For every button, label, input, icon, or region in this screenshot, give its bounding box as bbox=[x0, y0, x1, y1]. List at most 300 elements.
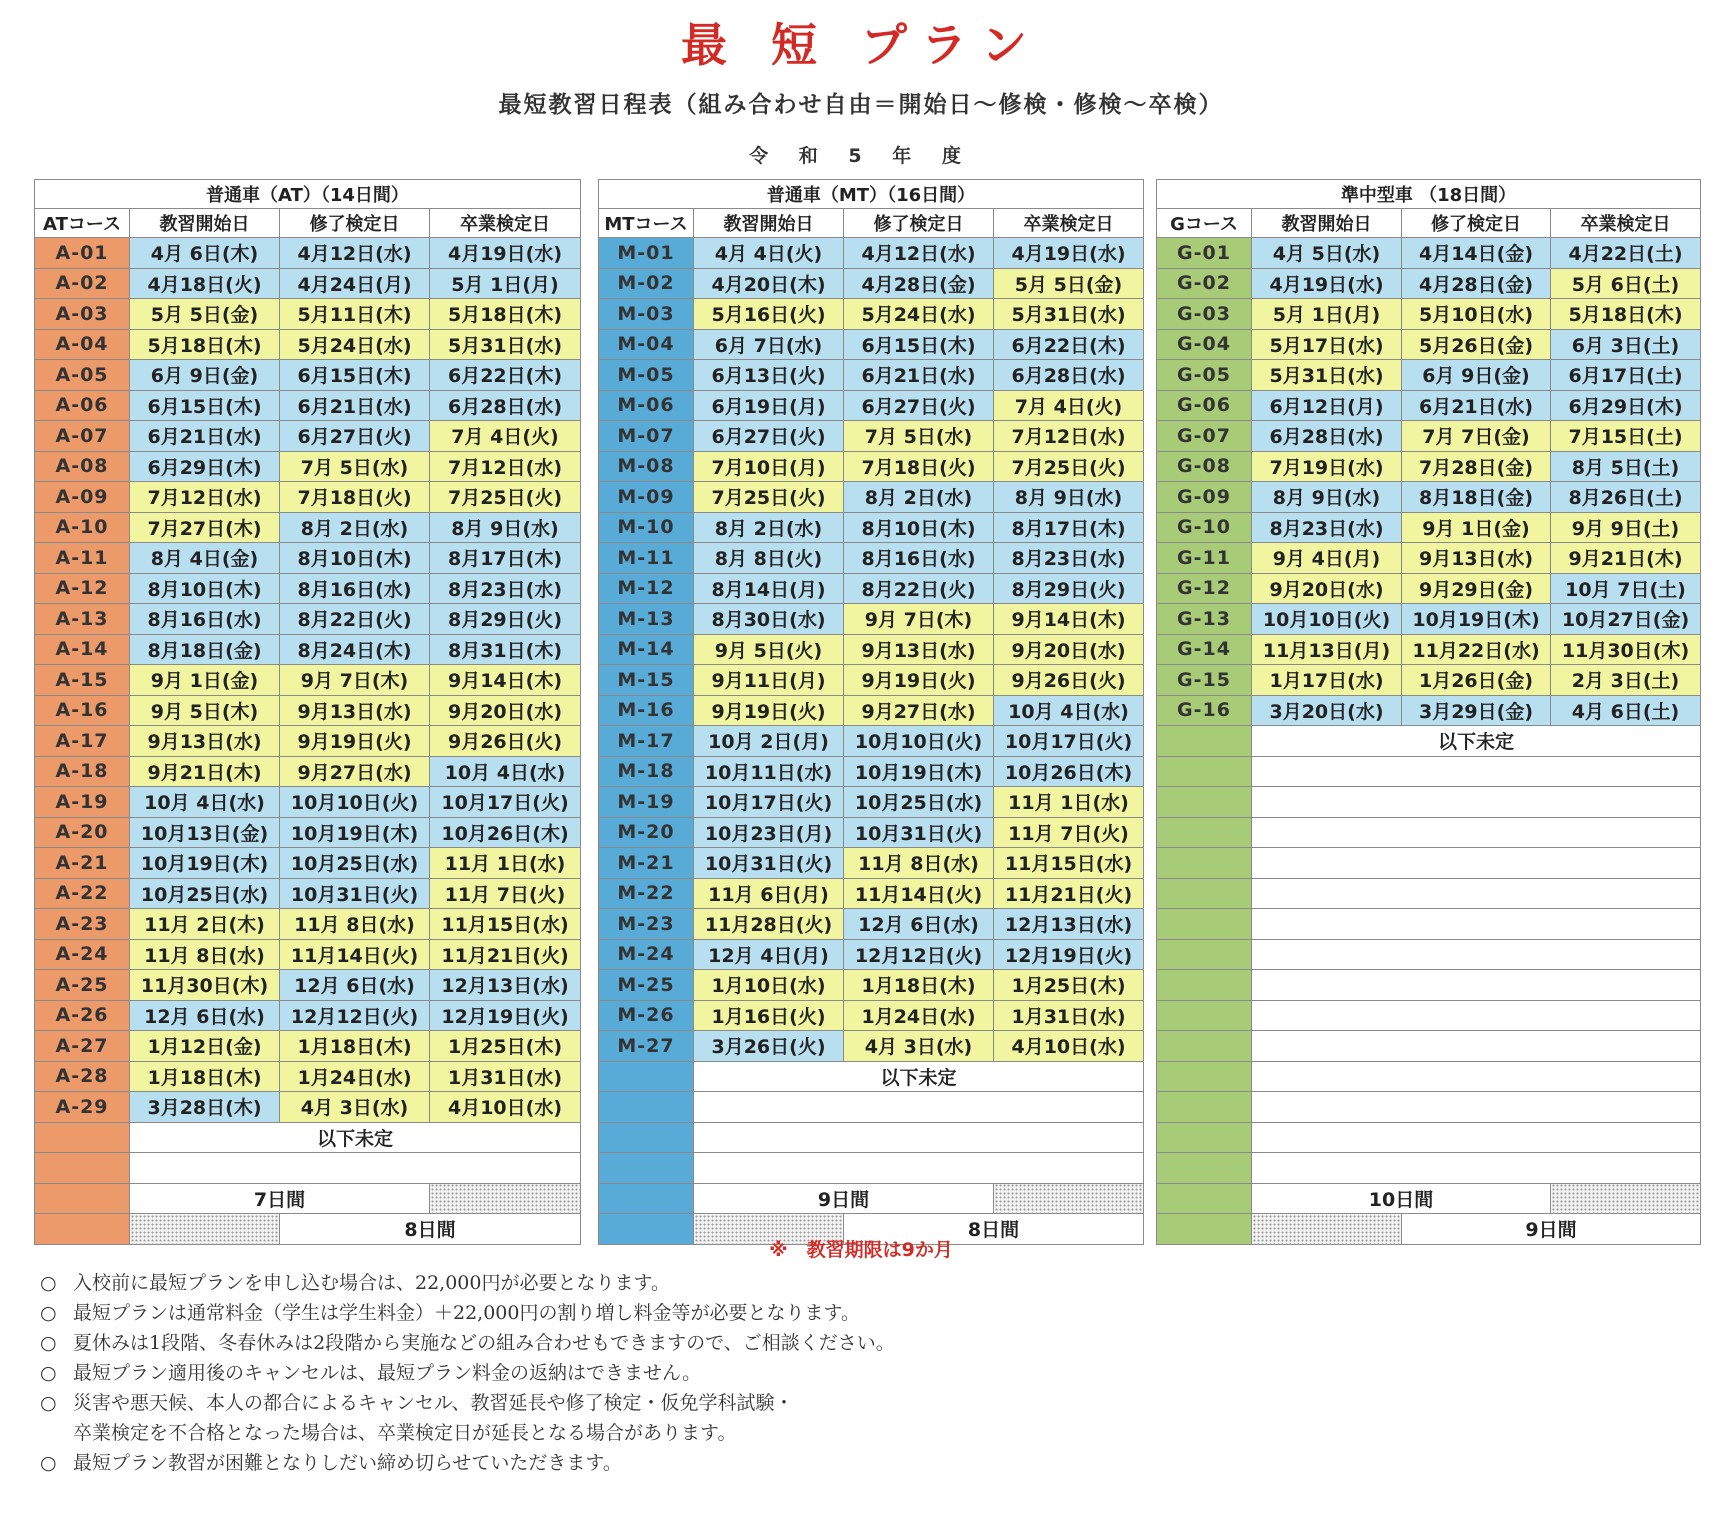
graduation-exam-date: 9月20日(水) bbox=[430, 695, 581, 726]
midterm-exam-date: 7月28日(金) bbox=[1402, 451, 1551, 482]
course-code: A-14 bbox=[35, 634, 130, 665]
graduation-exam-date: 8月17日(木) bbox=[994, 512, 1144, 543]
empty-cell bbox=[1252, 909, 1701, 940]
schedule-row bbox=[599, 329, 1144, 360]
span-row-first-stage bbox=[1157, 1183, 1701, 1214]
start-date: 5月 5日(金) bbox=[130, 299, 280, 330]
course-code: A-15 bbox=[35, 665, 130, 696]
start-date: 8月16日(水) bbox=[130, 604, 280, 635]
schedule-row bbox=[35, 878, 581, 909]
schedule-row bbox=[35, 604, 581, 635]
start-date: 1月12日(金) bbox=[130, 1031, 280, 1062]
midterm-exam-date: 1月18日(木) bbox=[280, 1031, 430, 1062]
schedule-row bbox=[1157, 604, 1701, 635]
graduation-exam-date: 1月31日(水) bbox=[994, 1000, 1144, 1031]
empty-row bbox=[1157, 848, 1701, 879]
graduation-exam-date: 10月 4日(水) bbox=[994, 695, 1144, 726]
course-code: M-14 bbox=[599, 634, 694, 665]
start-date: 8月14日(月) bbox=[694, 573, 844, 604]
course-code: A-24 bbox=[35, 939, 130, 970]
graduation-exam-date: 5月18日(木) bbox=[1551, 299, 1701, 330]
course-code: M-10 bbox=[599, 512, 694, 543]
graduation-exam-date: 10月27日(金) bbox=[1551, 604, 1701, 635]
empty-row bbox=[1157, 1061, 1701, 1092]
schedule-row bbox=[1157, 573, 1701, 604]
schedule-row bbox=[1157, 543, 1701, 574]
midterm-exam-date: 4月 3日(水) bbox=[280, 1092, 430, 1123]
start-date: 9月21日(木) bbox=[130, 756, 280, 787]
empty-row bbox=[1157, 1031, 1701, 1062]
schedule-row bbox=[1157, 421, 1701, 452]
start-date: 1月16日(火) bbox=[694, 1000, 844, 1031]
midterm-exam-date: 8月24日(木) bbox=[280, 634, 430, 665]
schedule-row bbox=[1157, 299, 1701, 330]
course-code: A-05 bbox=[35, 360, 130, 391]
graduation-exam-date: 8月26日(土) bbox=[1551, 482, 1701, 513]
graduation-exam-date: 12月19日(火) bbox=[430, 1000, 581, 1031]
course-code-empty bbox=[1157, 1183, 1252, 1214]
schedule-row bbox=[599, 451, 1144, 482]
midterm-exam-date: 10月25日(水) bbox=[280, 848, 430, 879]
graduation-exam-date: 6月17日(土) bbox=[1551, 360, 1701, 391]
course-code: G-11 bbox=[1157, 543, 1252, 574]
schedule-row bbox=[35, 1000, 581, 1031]
empty-row bbox=[1157, 970, 1701, 1001]
empty-row bbox=[1157, 909, 1701, 940]
graduation-exam-date: 9月14日(木) bbox=[430, 665, 581, 696]
empty-row bbox=[599, 1153, 1144, 1184]
graduation-exam-date: 6月29日(木) bbox=[1551, 390, 1701, 421]
course-code-empty bbox=[599, 1092, 694, 1123]
course-code: A-16 bbox=[35, 695, 130, 726]
graduation-exam-date: 10月17日(火) bbox=[994, 726, 1144, 757]
mt-table-title: 普通車（MT）（16日間） bbox=[599, 180, 1144, 209]
empty-cell bbox=[1252, 756, 1701, 787]
start-date: 10月17日(火) bbox=[694, 787, 844, 818]
graduation-exam-date: 7月25日(火) bbox=[430, 482, 581, 513]
start-date: 7月12日(水) bbox=[130, 482, 280, 513]
schedule-row bbox=[599, 878, 1144, 909]
start-date: 10月 4日(水) bbox=[130, 787, 280, 818]
start-date: 6月 9日(金) bbox=[130, 360, 280, 391]
note-text: 災害や悪天候、本人の都合によるキャンセル、教習延長や修了検定・仮免学科試験・ bbox=[73, 1392, 794, 1414]
graduation-exam-date: 11月 1日(水) bbox=[430, 848, 581, 879]
course-code: A-19 bbox=[35, 787, 130, 818]
midterm-exam-date: 8月 2日(水) bbox=[844, 482, 994, 513]
start-date: 4月19日(水) bbox=[1252, 268, 1402, 299]
schedule-row bbox=[1157, 360, 1701, 391]
graduation-exam-date: 4月22日(土) bbox=[1551, 238, 1701, 269]
schedule-row bbox=[599, 970, 1144, 1001]
midterm-exam-date: 3月29日(金) bbox=[1402, 695, 1551, 726]
schedule-row bbox=[599, 726, 1144, 757]
notes-list bbox=[40, 1268, 1680, 1478]
undecided-label: 以下未定 bbox=[1252, 726, 1701, 757]
graduation-exam-date: 6月28日(水) bbox=[430, 390, 581, 421]
midterm-exam-date: 10月19日(木) bbox=[844, 756, 994, 787]
undecided-row bbox=[599, 1061, 1144, 1092]
start-date: 11月28日(火) bbox=[694, 909, 844, 940]
schedule-row bbox=[35, 268, 581, 299]
course-code-empty bbox=[1157, 1153, 1252, 1184]
dotted-filler bbox=[430, 1183, 581, 1214]
schedule-row bbox=[35, 329, 581, 360]
second-stage-days: 8日間 bbox=[844, 1214, 1144, 1245]
undecided-label: 以下未定 bbox=[694, 1061, 1144, 1092]
graduation-exam-date: 7月15日(土) bbox=[1551, 421, 1701, 452]
course-code: M-03 bbox=[599, 299, 694, 330]
course-code-empty bbox=[599, 1183, 694, 1214]
mt-col-graduation: 卒業検定日 bbox=[994, 209, 1144, 238]
span-row-first-stage bbox=[599, 1183, 1144, 1214]
schedule-row bbox=[35, 543, 581, 574]
course-code-empty bbox=[35, 1183, 130, 1214]
midterm-exam-date: 7月 5日(水) bbox=[844, 421, 994, 452]
graduation-exam-date: 7月12日(水) bbox=[994, 421, 1144, 452]
midterm-exam-date: 11月22日(水) bbox=[1402, 634, 1551, 665]
empty-row bbox=[599, 1092, 1144, 1123]
graduation-exam-date: 5月 1日(月) bbox=[430, 268, 581, 299]
course-code: M-11 bbox=[599, 543, 694, 574]
empty-cell bbox=[1252, 817, 1701, 848]
at-table-title: 普通車（AT）（14日間） bbox=[35, 180, 581, 209]
course-code: G-12 bbox=[1157, 573, 1252, 604]
start-date: 8月10日(木) bbox=[130, 573, 280, 604]
mt-col-midterm: 修了検定日 bbox=[844, 209, 994, 238]
midterm-exam-date: 4月24日(月) bbox=[280, 268, 430, 299]
start-date: 8月23日(水) bbox=[1252, 512, 1402, 543]
midterm-exam-date: 10月31日(火) bbox=[280, 878, 430, 909]
midterm-exam-date: 6月21日(水) bbox=[844, 360, 994, 391]
empty-cell bbox=[1252, 1092, 1701, 1123]
schedule-row bbox=[599, 909, 1144, 940]
midterm-exam-date: 9月13日(水) bbox=[1402, 543, 1551, 574]
course-code: A-02 bbox=[35, 268, 130, 299]
schedule-row bbox=[35, 1031, 581, 1062]
course-code: G-14 bbox=[1157, 634, 1252, 665]
graduation-exam-date: 9月14日(木) bbox=[994, 604, 1144, 635]
course-code: A-01 bbox=[35, 238, 130, 269]
graduation-exam-date: 12月13日(水) bbox=[994, 909, 1144, 940]
midterm-exam-date: 8月10日(木) bbox=[280, 543, 430, 574]
schedule-row bbox=[35, 360, 581, 391]
course-code: A-28 bbox=[35, 1061, 130, 1092]
course-code: M-01 bbox=[599, 238, 694, 269]
schedule-row bbox=[599, 604, 1144, 635]
start-date: 1月10日(水) bbox=[694, 970, 844, 1001]
course-code: M-27 bbox=[599, 1031, 694, 1062]
graduation-exam-date: 7月 4日(火) bbox=[994, 390, 1144, 421]
graduation-exam-date: 9月20日(水) bbox=[994, 634, 1144, 665]
course-code-empty bbox=[1157, 1000, 1252, 1031]
course-code-empty bbox=[1157, 787, 1252, 818]
schedule-row bbox=[35, 421, 581, 452]
start-date: 4月 6日(木) bbox=[130, 238, 280, 269]
course-code: A-22 bbox=[35, 878, 130, 909]
course-code: A-07 bbox=[35, 421, 130, 452]
course-code: G-04 bbox=[1157, 329, 1252, 360]
circle-bullet: ○ bbox=[40, 1362, 57, 1384]
midterm-exam-date: 7月18日(火) bbox=[280, 482, 430, 513]
graduation-exam-date: 11月 1日(水) bbox=[994, 787, 1144, 818]
start-date: 10月31日(火) bbox=[694, 848, 844, 879]
note-item bbox=[40, 1268, 1680, 1298]
start-date: 9月11日(月) bbox=[694, 665, 844, 696]
graduation-exam-date: 4月19日(水) bbox=[994, 238, 1144, 269]
course-code: M-25 bbox=[599, 970, 694, 1001]
graduation-exam-date: 6月22日(木) bbox=[994, 329, 1144, 360]
mt-col-course: MTコース bbox=[599, 209, 694, 238]
course-code-empty bbox=[599, 1153, 694, 1184]
course-code-empty bbox=[1157, 1092, 1252, 1123]
graduation-exam-date: 5月 6日(土) bbox=[1551, 268, 1701, 299]
graduation-exam-date: 7月 4日(火) bbox=[430, 421, 581, 452]
course-code: M-09 bbox=[599, 482, 694, 513]
g-col-course: Gコース bbox=[1157, 209, 1252, 238]
course-code: A-27 bbox=[35, 1031, 130, 1062]
empty-cell bbox=[1252, 939, 1701, 970]
course-code: M-23 bbox=[599, 909, 694, 940]
empty-row bbox=[1157, 787, 1701, 818]
start-date: 6月15日(木) bbox=[130, 390, 280, 421]
start-date: 5月31日(水) bbox=[1252, 360, 1402, 391]
empty-cell bbox=[1252, 1061, 1701, 1092]
midterm-exam-date: 9月13日(水) bbox=[280, 695, 430, 726]
course-code: A-13 bbox=[35, 604, 130, 635]
graduation-exam-date: 10月26日(木) bbox=[994, 756, 1144, 787]
midterm-exam-date: 12月 6日(水) bbox=[280, 970, 430, 1001]
start-date: 7月27日(木) bbox=[130, 512, 280, 543]
schedule-row bbox=[1157, 634, 1701, 665]
course-code: G-01 bbox=[1157, 238, 1252, 269]
midterm-exam-date: 6月 9日(金) bbox=[1402, 360, 1551, 391]
midterm-exam-date: 5月24日(水) bbox=[280, 329, 430, 360]
midterm-exam-date: 11月 8日(水) bbox=[844, 848, 994, 879]
course-code: G-02 bbox=[1157, 268, 1252, 299]
midterm-exam-date: 9月 1日(金) bbox=[1402, 512, 1551, 543]
start-date: 6月29日(木) bbox=[130, 451, 280, 482]
graduation-exam-date: 4月19日(水) bbox=[430, 238, 581, 269]
start-date: 3月20日(水) bbox=[1252, 695, 1402, 726]
start-date: 11月 6日(月) bbox=[694, 878, 844, 909]
graduation-exam-date: 12月13日(水) bbox=[430, 970, 581, 1001]
course-code: M-17 bbox=[599, 726, 694, 757]
midterm-exam-date: 10月31日(火) bbox=[844, 817, 994, 848]
course-code: M-13 bbox=[599, 604, 694, 635]
schedule-row bbox=[35, 939, 581, 970]
midterm-exam-date: 10月10日(火) bbox=[844, 726, 994, 757]
dotted-filler bbox=[994, 1183, 1144, 1214]
start-date: 12月 6日(水) bbox=[130, 1000, 280, 1031]
graduation-exam-date: 5月18日(木) bbox=[430, 299, 581, 330]
midterm-exam-date: 7月18日(火) bbox=[844, 451, 994, 482]
empty-cell bbox=[1252, 1000, 1701, 1031]
graduation-exam-date: 8月 9日(水) bbox=[430, 512, 581, 543]
graduation-exam-date: 9月26日(火) bbox=[994, 665, 1144, 696]
course-code: A-23 bbox=[35, 909, 130, 940]
start-date: 4月20日(木) bbox=[694, 268, 844, 299]
training-period-note: ※ 教習期限は9か月 bbox=[769, 1239, 953, 1261]
schedule-row bbox=[599, 512, 1144, 543]
empty-cell bbox=[694, 1092, 1144, 1123]
start-date: 6月13日(火) bbox=[694, 360, 844, 391]
midterm-exam-date: 8月10日(木) bbox=[844, 512, 994, 543]
start-date: 12月 4日(月) bbox=[694, 939, 844, 970]
graduation-exam-date: 10月 4日(水) bbox=[430, 756, 581, 787]
graduation-exam-date: 1月31日(水) bbox=[430, 1061, 581, 1092]
midterm-exam-date: 6月21日(水) bbox=[1402, 390, 1551, 421]
start-date: 3月28日(木) bbox=[130, 1092, 280, 1123]
start-date: 9月 4日(月) bbox=[1252, 543, 1402, 574]
schedule-row bbox=[35, 848, 581, 879]
midterm-exam-date: 6月15日(木) bbox=[844, 329, 994, 360]
empty-row bbox=[1157, 1000, 1701, 1031]
schedule-row bbox=[35, 756, 581, 787]
graduation-exam-date: 8月31日(木) bbox=[430, 634, 581, 665]
midterm-exam-date: 10月19日(木) bbox=[1402, 604, 1551, 635]
first-stage-days: 10日間 bbox=[1252, 1183, 1551, 1214]
graduation-exam-date: 1月25日(木) bbox=[430, 1031, 581, 1062]
midterm-exam-date: 1月26日(金) bbox=[1402, 665, 1551, 696]
empty-row bbox=[1157, 756, 1701, 787]
course-code: M-26 bbox=[599, 1000, 694, 1031]
midterm-exam-date: 9月 7日(木) bbox=[844, 604, 994, 635]
schedule-row bbox=[1157, 329, 1701, 360]
note-text: 最短プランは通常料金（学生は学生料金）＋22,000円の割り増し料金等が必要となります。 bbox=[73, 1302, 860, 1324]
midterm-exam-date: 1月24日(水) bbox=[280, 1061, 430, 1092]
schedule-row bbox=[599, 939, 1144, 970]
course-code: G-07 bbox=[1157, 421, 1252, 452]
empty-row bbox=[599, 1122, 1144, 1153]
schedule-row bbox=[599, 390, 1144, 421]
midterm-exam-date: 4月12日(水) bbox=[844, 238, 994, 269]
midterm-exam-date: 8月18日(金) bbox=[1402, 482, 1551, 513]
course-code: A-26 bbox=[35, 1000, 130, 1031]
note-item bbox=[40, 1298, 1680, 1328]
midterm-exam-date: 12月12日(火) bbox=[280, 1000, 430, 1031]
undecided-row bbox=[1157, 726, 1701, 757]
course-code: M-24 bbox=[599, 939, 694, 970]
start-date: 11月 2日(木) bbox=[130, 909, 280, 940]
schedule-row bbox=[599, 756, 1144, 787]
start-date: 5月 1日(月) bbox=[1252, 299, 1402, 330]
midterm-exam-date: 4月 3日(水) bbox=[844, 1031, 994, 1062]
midterm-exam-date: 7月 7日(金) bbox=[1402, 421, 1551, 452]
course-code: M-07 bbox=[599, 421, 694, 452]
midterm-exam-date: 5月24日(水) bbox=[844, 299, 994, 330]
course-code: G-16 bbox=[1157, 695, 1252, 726]
g-table-title: 準中型車 （18日間） bbox=[1157, 180, 1701, 209]
graduation-exam-date: 8月 5日(土) bbox=[1551, 451, 1701, 482]
schedule-row bbox=[599, 634, 1144, 665]
course-code-empty bbox=[1157, 970, 1252, 1001]
course-code: M-16 bbox=[599, 695, 694, 726]
empty-cell bbox=[1252, 878, 1701, 909]
midterm-exam-date: 10月10日(火) bbox=[280, 787, 430, 818]
start-date: 11月13日(月) bbox=[1252, 634, 1402, 665]
course-code-empty bbox=[1157, 817, 1252, 848]
schedule-row bbox=[599, 543, 1144, 574]
g-col-midterm: 修了検定日 bbox=[1402, 209, 1551, 238]
midterm-exam-date: 12月 6日(水) bbox=[844, 909, 994, 940]
note-text: 卒業検定を不合格となった場合は、卒業検定日が延長となる場合があります。 bbox=[73, 1422, 737, 1444]
course-code-empty bbox=[1157, 1061, 1252, 1092]
midterm-exam-date: 9月 7日(木) bbox=[280, 665, 430, 696]
course-code-empty bbox=[1157, 756, 1252, 787]
start-date: 9月19日(火) bbox=[694, 695, 844, 726]
course-code: M-15 bbox=[599, 665, 694, 696]
graduation-exam-date: 8月23日(水) bbox=[994, 543, 1144, 574]
course-code-empty bbox=[35, 1153, 130, 1184]
graduation-exam-date: 8月29日(火) bbox=[994, 573, 1144, 604]
course-code-empty bbox=[1157, 878, 1252, 909]
start-date: 8月 4日(金) bbox=[130, 543, 280, 574]
course-code: A-29 bbox=[35, 1092, 130, 1123]
schedule-row bbox=[35, 970, 581, 1001]
empty-cell bbox=[1252, 1031, 1701, 1062]
second-stage-days: 8日間 bbox=[280, 1214, 581, 1245]
midterm-exam-date: 4月28日(金) bbox=[844, 268, 994, 299]
graduation-exam-date: 5月31日(水) bbox=[430, 329, 581, 360]
schedule-row bbox=[599, 299, 1144, 330]
graduation-exam-date: 4月 6日(土) bbox=[1551, 695, 1701, 726]
start-date: 10月10日(火) bbox=[1252, 604, 1402, 635]
schedule-row bbox=[599, 848, 1144, 879]
midterm-exam-date: 12月12日(火) bbox=[844, 939, 994, 970]
g-col-start: 教習開始日 bbox=[1252, 209, 1402, 238]
course-code: A-06 bbox=[35, 390, 130, 421]
midterm-exam-date: 6月15日(木) bbox=[280, 360, 430, 391]
schedule-row bbox=[599, 787, 1144, 818]
midterm-exam-date: 9月27日(水) bbox=[280, 756, 430, 787]
empty-row bbox=[1157, 939, 1701, 970]
graduation-exam-date: 12月19日(火) bbox=[994, 939, 1144, 970]
note-item-continued bbox=[40, 1418, 1680, 1448]
empty-row bbox=[35, 1153, 581, 1184]
midterm-exam-date: 9月19日(火) bbox=[844, 665, 994, 696]
course-code: M-18 bbox=[599, 756, 694, 787]
circle-bullet: ○ bbox=[40, 1272, 57, 1294]
schedule-row bbox=[1157, 390, 1701, 421]
circle-bullet: ○ bbox=[40, 1452, 57, 1474]
midterm-exam-date: 7月 5日(水) bbox=[280, 451, 430, 482]
empty-row bbox=[1157, 1153, 1701, 1184]
start-date: 8月 2日(水) bbox=[694, 512, 844, 543]
course-code: M-04 bbox=[599, 329, 694, 360]
empty-row bbox=[1157, 1122, 1701, 1153]
graduation-exam-date: 11月 7日(火) bbox=[994, 817, 1144, 848]
schedule-row bbox=[35, 482, 581, 513]
note-text: 夏休みは1段階、冬春休みは2段階から実施などの組み合わせもできますので、ご相談ください。 bbox=[73, 1332, 895, 1354]
start-date: 8月 8日(火) bbox=[694, 543, 844, 574]
graduation-exam-date: 1月25日(木) bbox=[994, 970, 1144, 1001]
schedule-row bbox=[35, 1092, 581, 1123]
start-date: 1月18日(木) bbox=[130, 1061, 280, 1092]
schedule-row bbox=[599, 1000, 1144, 1031]
midterm-exam-date: 6月27日(火) bbox=[280, 421, 430, 452]
course-code-empty bbox=[599, 1061, 694, 1092]
start-date: 9月 5日(火) bbox=[694, 634, 844, 665]
course-code: A-21 bbox=[35, 848, 130, 879]
schedule-row bbox=[35, 238, 581, 269]
start-date: 7月10日(月) bbox=[694, 451, 844, 482]
midterm-exam-date: 8月22日(火) bbox=[280, 604, 430, 635]
schedule-row bbox=[599, 1031, 1144, 1062]
start-date: 11月30日(木) bbox=[130, 970, 280, 1001]
start-date: 7月25日(火) bbox=[694, 482, 844, 513]
empty-cell bbox=[694, 1153, 1144, 1184]
start-date: 5月16日(火) bbox=[694, 299, 844, 330]
